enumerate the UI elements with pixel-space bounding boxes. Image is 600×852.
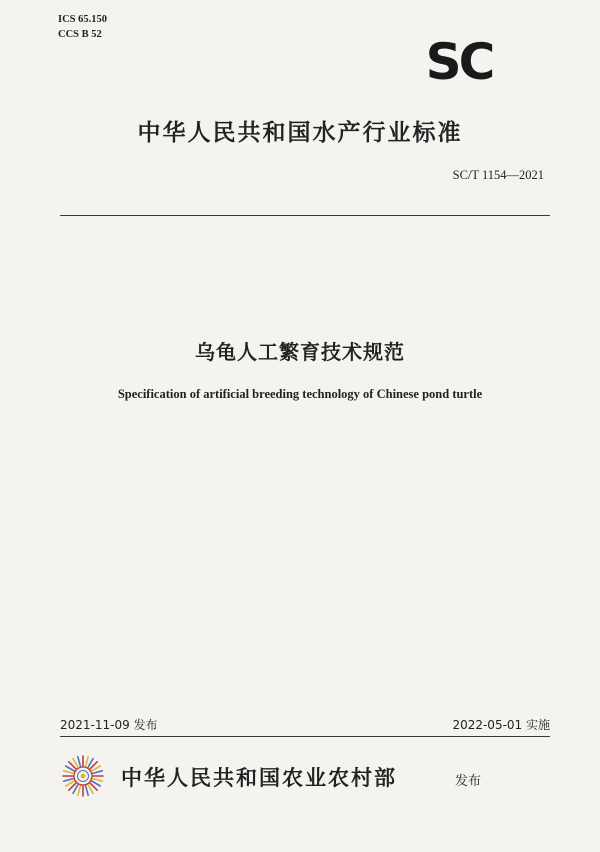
sc-logo: [411, 33, 507, 91]
emblem-ray: [64, 771, 74, 774]
standard-title-chinese: 乌龟人工繁育技术规范: [195, 340, 405, 364]
standard-title-english: Specification of artificial breeding technology of Chinese pond turtle: [117, 387, 483, 401]
publish-label: 发布: [455, 774, 482, 789]
bottom-divider: [60, 736, 550, 737]
ministry-emblem-icon: [61, 754, 105, 798]
ccs-code: CCS B 52: [58, 29, 102, 40]
top-divider: [60, 215, 550, 216]
emblem-ray: [86, 757, 89, 767]
emblem-ray: [93, 779, 103, 782]
issue-date: 2021-11-09 发布: [60, 718, 158, 732]
emblem-ray: [86, 786, 89, 796]
emblem-ray: [78, 757, 81, 767]
publisher-name: 中华人民共和国农业农村部: [121, 766, 397, 790]
classification-codes: [58, 12, 107, 42]
ics-code: ICS 65.150: [58, 14, 108, 25]
sc-logo-text: SC: [425, 33, 493, 91]
emblem-ray: [93, 771, 103, 774]
implementation-date: 2022-05-01 实施: [452, 718, 550, 732]
emblem-ray: [78, 786, 81, 796]
emblem-ray: [64, 779, 74, 782]
industry-standard-title: 中华人民共和国水产行业标准: [137, 120, 463, 146]
standard-number: SC/T 1154—2021: [452, 168, 544, 182]
